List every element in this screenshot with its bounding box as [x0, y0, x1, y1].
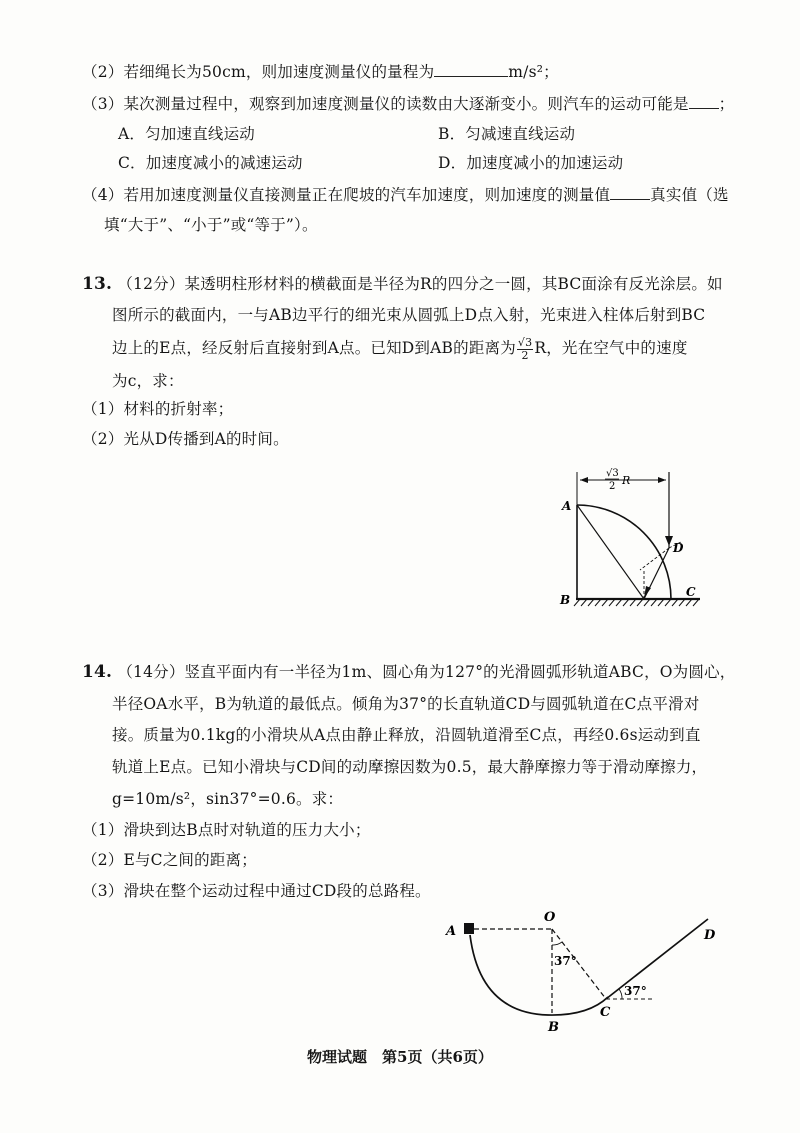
question-number: 13.	[82, 274, 113, 294]
label-c: C	[600, 1005, 611, 1020]
dim-sqrt3: √3	[606, 468, 619, 479]
q13-sub2: （2）光从D传播到A的时间。	[82, 430, 289, 448]
q13-line3: 边上的E点，经反射后直接射到A点。已知D到AB的距离为 $\frac{√3}{2}$ R，光在空气中的速度	[112, 335, 688, 362]
angle-arc-c	[619, 989, 622, 999]
q13-sub1: （1）材料的折射率；	[82, 400, 234, 418]
incline-track-cd	[606, 919, 708, 999]
label-b: B	[548, 1020, 559, 1035]
dim-arrow-left	[580, 477, 588, 483]
fraction: $\frac{√3}{2}$	[517, 335, 533, 362]
page-footer: 物理试题 第5页（共6页）	[307, 1048, 493, 1066]
q12-option-d: D．加速度减小的加速运动	[438, 154, 624, 172]
dim-r: R	[622, 474, 631, 487]
q13-line4: 为c，求：	[112, 372, 184, 390]
q12-option-b: B．匀减速直线运动	[438, 125, 576, 143]
label-a: A	[562, 499, 572, 513]
angle-label-o: 37°	[554, 954, 577, 968]
q14-line3: 接。质量为0.1kg的小滑块从A点由静止释放，沿圆轨道滑至C点，再经0.6s运动到直	[112, 726, 701, 744]
q14-line2: 半径OA水平，B为轨道的最低点。倾角为37°的长直轨道CD与圆弧轨道在C点平滑对	[112, 695, 700, 713]
label-a: A	[446, 924, 457, 939]
label-d: D	[704, 928, 716, 943]
q12-part3: （3）某次测量过程中，观察到加速度测量仪的读数由大逐渐变小。则汽车的运动可能是 ；	[82, 95, 735, 113]
dim-denominator: 2	[609, 481, 616, 492]
angle-arc-o	[552, 942, 562, 945]
q14-line5: g=10m/s²，sin37°=0.6。求：	[112, 790, 344, 808]
q14-track-figure	[440, 905, 740, 1040]
q12-option-c: C．加速度减小的减速运动	[118, 154, 303, 172]
question-number: 14.	[82, 662, 113, 682]
q12-part4: （4）若用加速度测量仪直接测量正在爬坡的汽车加速度，则加速度的测量值 真实值（选	[82, 186, 729, 204]
angle-label-c: 37°	[624, 984, 647, 998]
label-o: O	[544, 910, 556, 925]
label-b: B	[560, 593, 571, 607]
q12-option-a: A．匀加速直线运动	[118, 125, 255, 143]
q14-line4: 轨道上E点。已知小滑块与CD间的动摩擦因数为0.5，最大静摩擦力等于滑动摩擦力，	[112, 758, 708, 776]
q13-quarter-circle-figure	[540, 458, 720, 618]
q14-sub2: （2）E与C之间的距离；	[82, 851, 257, 869]
arc-ac	[577, 505, 671, 599]
reflected-ray-ea	[577, 505, 644, 599]
q13-line1: 13. （12分）某透明柱形材料的横截面是半径为R的四分之一圆，其BC面涂有反光涂层。如	[82, 274, 723, 294]
label-d: D	[673, 541, 684, 555]
answer-blank[interactable]	[689, 94, 719, 109]
dim-arrow-right	[658, 477, 666, 483]
answer-blank[interactable]	[610, 185, 650, 200]
answer-blank[interactable]	[434, 62, 508, 77]
refracted-ray-arrow	[644, 586, 651, 598]
q14-sub3: （3）滑块在整个运动过程中通过CD段的总路程。	[82, 882, 431, 900]
q12-part4-cont: 填“大于”、“小于”或“等于”）。	[104, 216, 318, 234]
q13-line2: 图所示的截面内，一与AB边平行的细光束从圆弧上D点入射，光束进入柱体后射到BC	[112, 306, 706, 324]
q14-sub1: （1）滑块到达B点时对轨道的压力大小；	[82, 821, 371, 839]
q14-line1: 14. （14分）竖直平面内有一半径为1m、圆心角为127°的光滑圆弧形轨道ABC，O为圆心，	[82, 662, 736, 682]
incident-ray-arrow	[665, 536, 673, 546]
slider-block	[464, 923, 474, 934]
label-c: C	[686, 585, 696, 599]
q12-part2: （2）若细绳长为50cm，则加速度测量仪的量程为 m/s²；	[82, 63, 559, 81]
